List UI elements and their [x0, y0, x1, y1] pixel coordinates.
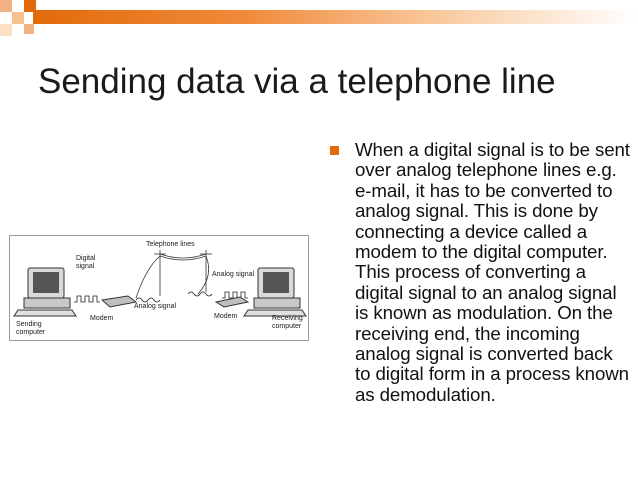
label-analog-signal-right: Analog signal: [212, 271, 255, 278]
modem-diagram-illustration: [10, 236, 308, 340]
slide-title: Sending data via a telephone line: [38, 62, 556, 101]
label-digital-signal-1: Digital: [76, 255, 96, 262]
modem-left-illustration: [102, 296, 136, 307]
label-analog-signal-left: Analog signal: [134, 303, 177, 310]
label-receiving-computer-1: Receiving: [272, 315, 303, 322]
label-modem-left: Modem: [90, 315, 114, 322]
label-telephone-lines: Telephone lines: [146, 241, 195, 248]
bullet-text: When a digital signal is to be sent over analog telephone lines e.g. e-mail, it has to be converted to analog signal. This is done by connecting a device called a modem to the digital computer. This process of converting a digital signal to an analog signal is known as modulation. On the receiving end, the incoming analog signal is converted back to digital form in a process known as demodulation.: [355, 139, 630, 405]
analog-signal-left-waveform: [136, 298, 160, 302]
analog-signal-right-waveform: [188, 292, 212, 296]
digital-signal-left-waveform: [74, 296, 100, 302]
header-gradient-bar: [33, 10, 638, 24]
digital-signal-right-waveform: [222, 292, 248, 298]
label-modem-right: Modem: [214, 313, 238, 320]
label-digital-signal-2: signal: [76, 263, 95, 270]
modem-diagram: [9, 235, 309, 341]
sending-computer-illustration: [14, 268, 76, 316]
bullet-list: [330, 140, 633, 405]
square-bullet-icon: [330, 146, 339, 155]
telephone-lines-illustration: [136, 250, 212, 298]
bullet-item: [330, 140, 633, 405]
label-sending-computer-2: computer: [16, 329, 46, 336]
label-sending-computer-1: Sending: [16, 321, 42, 328]
label-receiving-computer-2: computer: [272, 323, 302, 330]
modem-right-illustration: [216, 297, 248, 307]
